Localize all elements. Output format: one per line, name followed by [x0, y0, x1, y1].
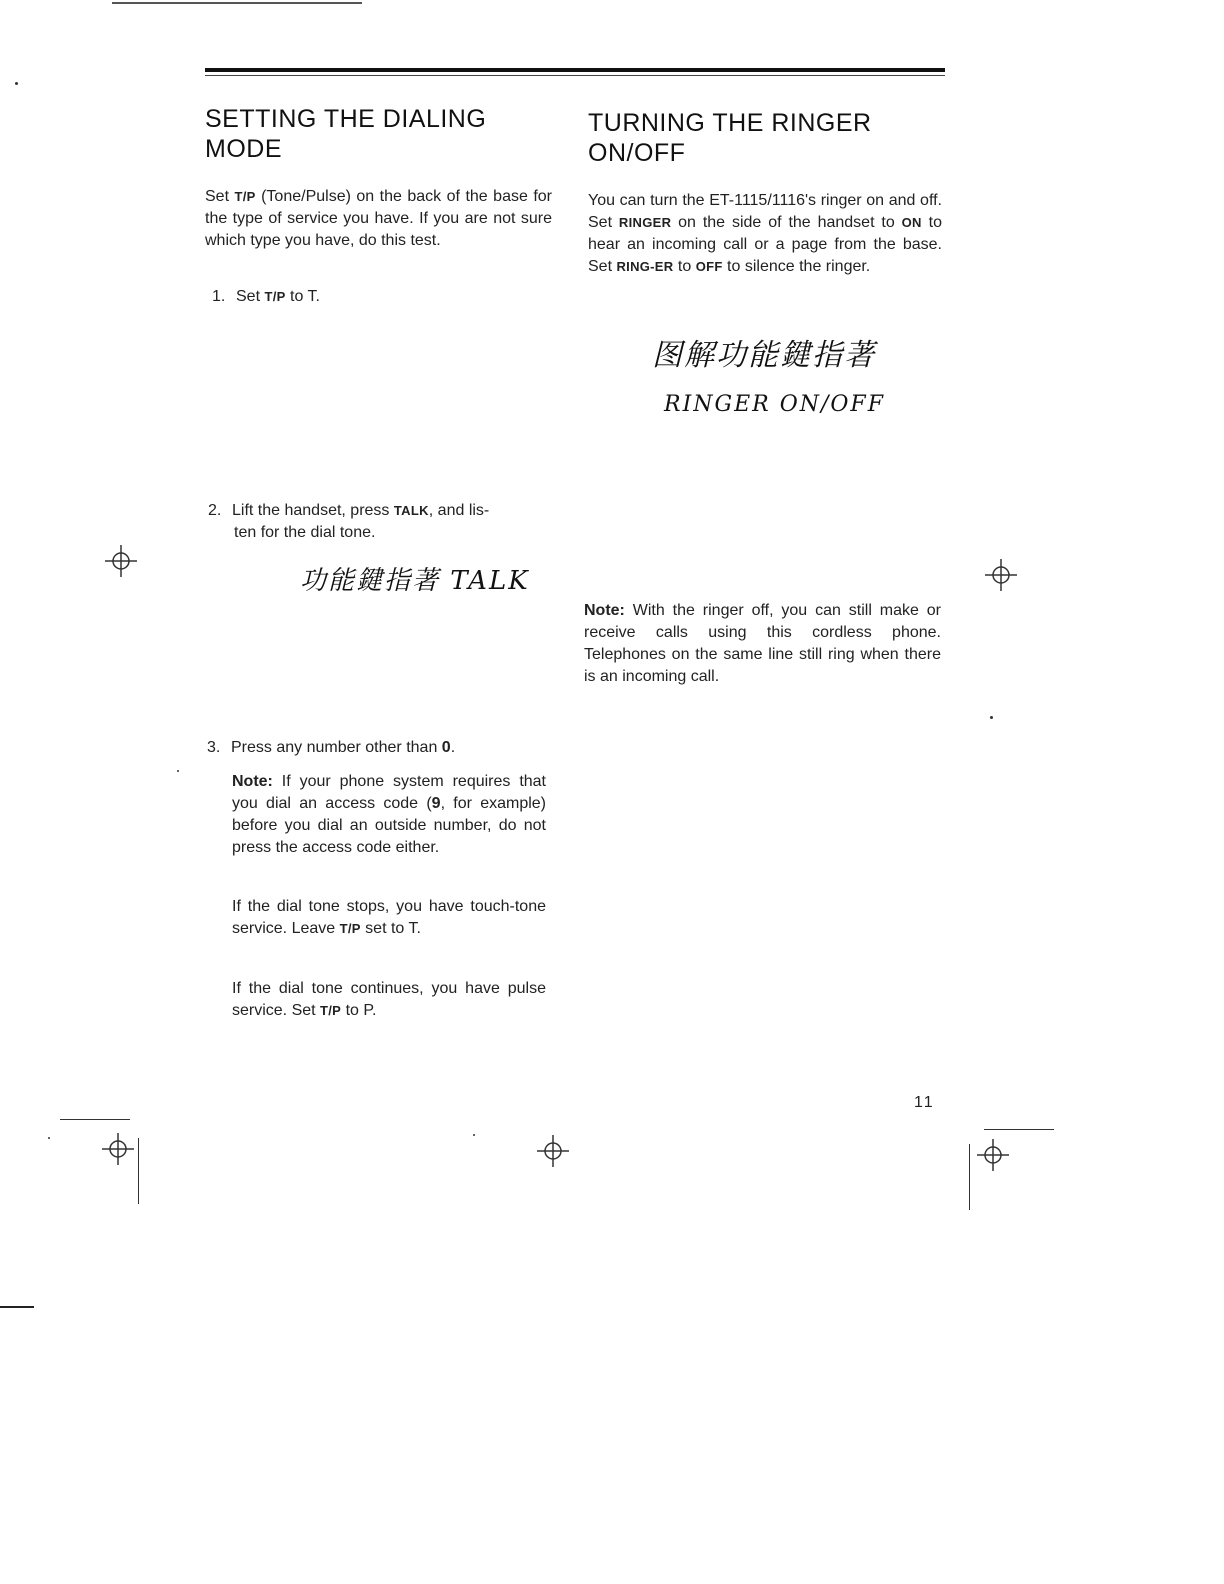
intro-text: (Tone/Pulse) on the back of the base for the type of service you have. If you are not sure which type you have, do this test.	[205, 188, 553, 249]
handwritten-note-ringer-en: RINGER ON/OFF	[664, 392, 885, 417]
paragraph-text: If the dial tone continues, you have pulse service. Set	[232, 980, 546, 1019]
crop-mark	[969, 1144, 970, 1210]
intro-text: on the side of the handset to	[671, 214, 902, 231]
right-heading	[588, 108, 948, 168]
intro-text: to hear an incoming call or a page from the base. Set	[588, 214, 942, 275]
section-title-dialing-line2: MODE	[205, 135, 282, 163]
access-code-note	[232, 771, 546, 859]
left-heading	[205, 104, 555, 164]
digit-nine: 9	[431, 795, 441, 812]
crop-mark	[60, 1119, 130, 1120]
step-text: Set	[236, 288, 265, 305]
ringer-intro	[588, 190, 942, 278]
paragraph-text: to P.	[341, 1002, 377, 1019]
dialing-intro	[205, 186, 552, 252]
note-label: Note:	[232, 773, 273, 790]
talk-key-label: TALK	[393, 503, 429, 518]
scan-speck	[177, 770, 179, 772]
section-title-ringer-line1: TURNING THE RINGER	[588, 109, 872, 137]
off-label: OFF	[695, 259, 723, 274]
crop-mark	[0, 1306, 34, 1308]
note-label: Note:	[584, 602, 625, 619]
handwritten-note-talk: 功能鍵指著 TALK	[300, 566, 530, 596]
registration-mark-icon	[976, 1138, 1010, 1172]
registration-mark-icon	[984, 558, 1018, 592]
top-rule-thin	[205, 75, 945, 76]
intro-text: to silence the ringer.	[722, 258, 871, 275]
handwritten-note-ringer-cn: 图解功能鍵指著	[652, 338, 876, 373]
step-text: Lift the handset, press	[232, 502, 394, 519]
tp-switch-label: T/P	[320, 1003, 342, 1018]
step-3	[207, 737, 552, 759]
pulse-result-paragraph	[232, 978, 546, 1022]
step-1	[212, 286, 552, 308]
step-number: 3.	[207, 739, 221, 756]
tp-switch-label: T/P	[339, 921, 361, 936]
registration-mark-icon	[536, 1134, 570, 1168]
on-label: ON	[901, 215, 922, 230]
crop-mark	[112, 2, 362, 4]
ringer-switch-label: RING-ER	[616, 259, 674, 274]
top-rule	[205, 68, 945, 72]
page-number: 11	[914, 1094, 935, 1111]
tone-result-paragraph	[232, 896, 546, 940]
section-title-ringer-line2: ON/OFF	[588, 139, 686, 167]
crop-mark	[984, 1129, 1054, 1130]
note-text: If your phone system requires that you dial an access code (	[232, 773, 546, 812]
intro-text: to	[673, 258, 696, 275]
scan-speck	[15, 82, 18, 85]
registration-mark-icon	[104, 544, 138, 578]
step-text: .	[450, 739, 456, 756]
step-number: 2.	[208, 502, 222, 519]
paragraph-text: If the dial tone stops, you have touch-tone service. Leave	[232, 898, 546, 937]
section-title-dialing-line1: SETTING THE DIALING	[205, 105, 487, 133]
step-text: , and lis-	[428, 502, 490, 519]
step-text: Press any number other than	[231, 739, 442, 756]
note-text: , for example) before you dial an outside number, do not press the access code either.	[232, 795, 547, 856]
tp-switch-label: T/P	[234, 189, 256, 204]
tp-switch-label: T/P	[264, 289, 286, 304]
note-text: With the ringer off, you can still make or receive calls using this cordless phone. Telephones on the same line still ring when there is an incoming call.	[584, 602, 941, 685]
step-2	[208, 500, 553, 544]
intro-text: Set	[205, 188, 235, 205]
intro-text: You can turn the ET-1115/1116's ringer on and off. Set	[588, 192, 942, 231]
step-text: to T.	[285, 288, 320, 305]
scan-speck	[473, 1134, 475, 1136]
registration-mark-icon	[101, 1132, 135, 1166]
scan-speck	[990, 716, 993, 719]
paragraph-text: set to T.	[360, 920, 421, 937]
step-number: 1.	[212, 288, 226, 305]
ringer-off-note	[584, 600, 941, 688]
crop-mark	[138, 1138, 139, 1204]
scan-speck	[48, 1137, 50, 1139]
digit-zero: 0	[441, 739, 451, 756]
ringer-switch-label: RINGER	[618, 215, 672, 230]
step-text: ten for the dial tone.	[234, 524, 376, 541]
